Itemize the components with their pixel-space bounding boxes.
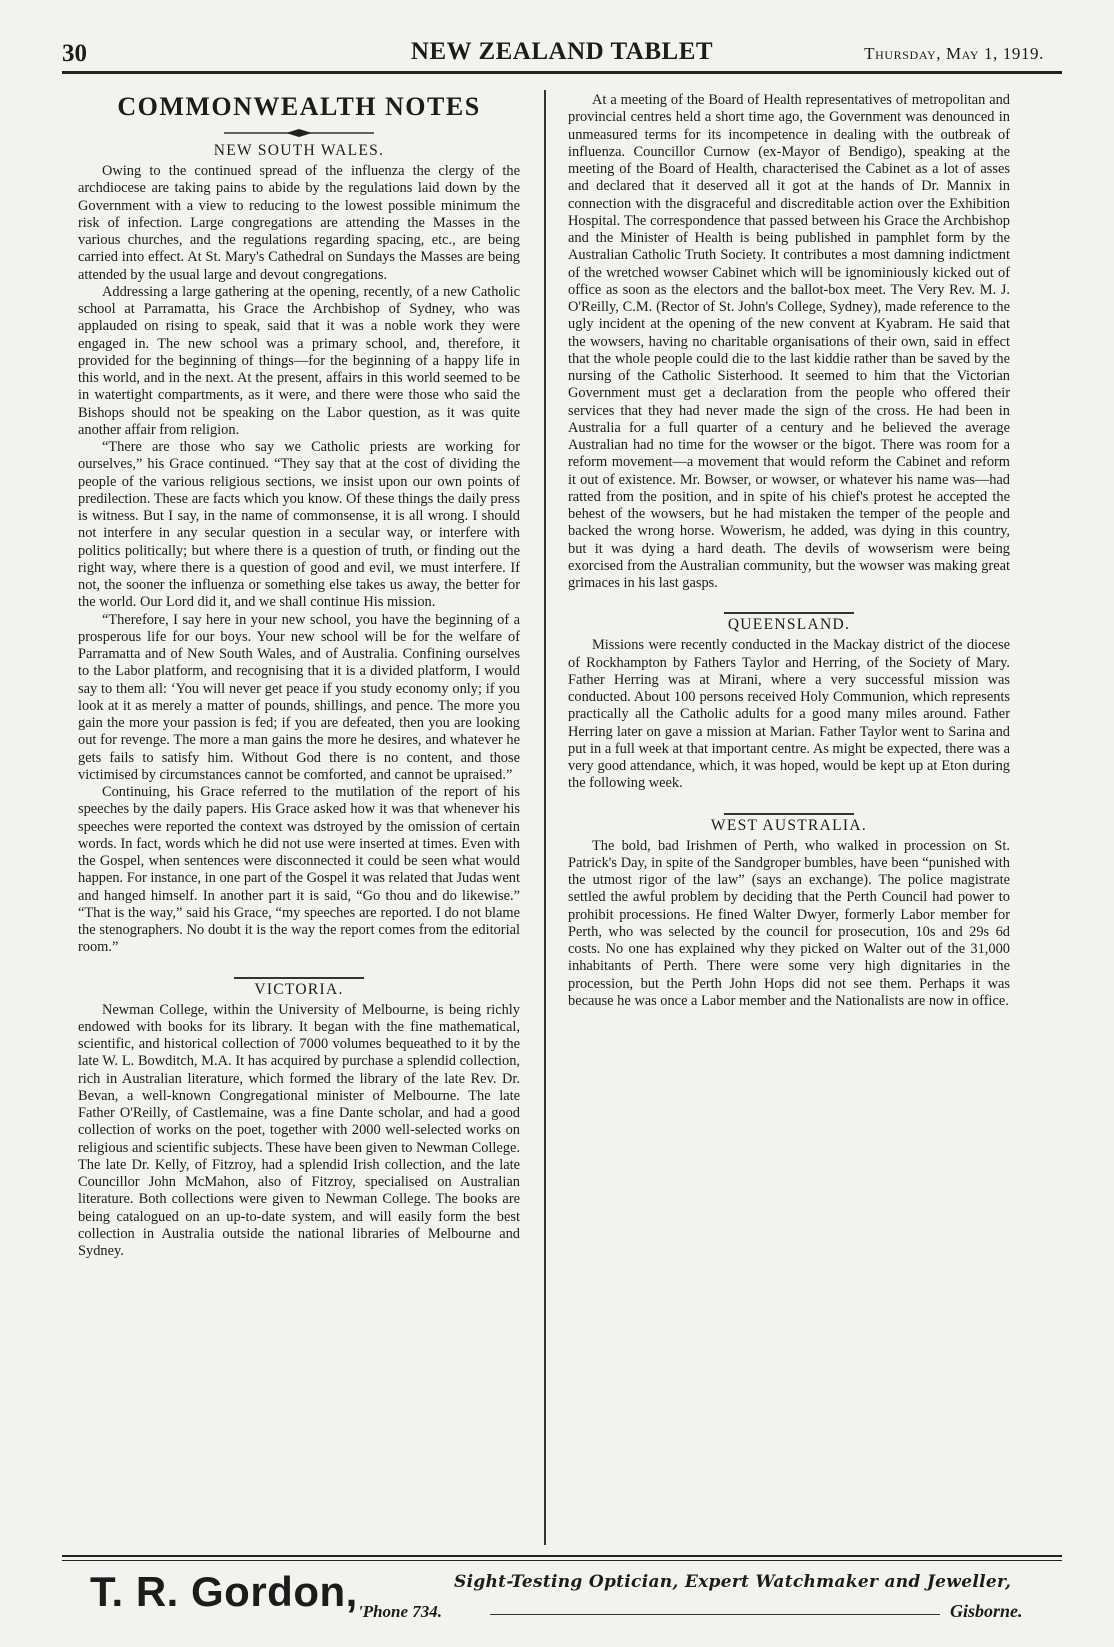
nsw-heading: NEW SOUTH WALES. (213, 142, 385, 159)
section-separator (568, 803, 1010, 811)
queensland-heading: QUEENSLAND. (727, 616, 851, 634)
victoria-paragraph: Newman College, within the University of Melbourne, is being richly endowed with books for its library. It began with the fine mathematical, scientific, and historical collection of 7000 volumes bequeathed to it by the late W. L. Bowditch, M.A. It has acquired by purchase a splendid collection, rich in Australian literature, which formed the library of the late Rev. Dr. Bevan, a well-known Congregational minister of Melbourne. The late Father O'Reilly, of Castlemaine, was a fine Dante scholar, and had a good collection of works on the poet, together with 2000 well-selected works on religious and scientific subjects. These have been given to Newman College. The late Dr. Kelly, of Fitzroy, had a splendid Irish collection, and the late Councillor John McMahon, also of Fitzroy, specialised on Australian literature. Both collections were given to Newman College. The books are being catalogued on an up-to-date system, and will easily form the best collection in Australia outside the national libraries of Melbourne and Sydney. (78, 1001, 520, 1259)
page-header (62, 36, 1062, 70)
advertiser-phone: 'Phone 734. (358, 1602, 443, 1621)
header-rule (62, 71, 1062, 74)
right-column (568, 92, 1010, 1010)
nsw-paragraph: “Therefore, I say here in your new school, you have the beginning of a prosperous life for our boys. Your new school will be for the welfare of Parramatta and of New South Wales, and of Australia. Confining ourselves to the Labor platform, and recognising that it is a divided platform, I would say to them all: ‘You will never get peace if you study economy only; if you look at it as merely a matter of pounds, shillings, and pence. The more you gain the more your passion is fed; if you are defeated, then you are looking out for revenge. The more a man gains the more he desires, and whatever he gets fails to satisfy him. Without God there is no content, and those victimised by circumstances cannot be comforted, and cannot be upraised.” (78, 611, 520, 783)
nsw-paragraph: “There are those who say we Catholic priests are working for ourselves,” his Grace continued. “They say that at the cost of dividing the people of the various religious sections, we insist upon our own points of predilection. These are facts which you know. Of these things the daily press is witness. But I say, in the name of commonsense, it is all wrong. I should not interfere in any secular question in a secular way, or interfere with politics politically; but where there is a question of truth, or finding out the right way, where there is a question of good and evil, we must interfere. If not, the sooner the influenza or something else takes us away, the better for the world. Our Lord did it, and we shall continue His mission. (78, 439, 520, 611)
footer-rule (62, 1560, 1062, 1561)
section-separator (78, 967, 520, 975)
issue-date: Thursday, May 1, 1919. (864, 44, 1044, 63)
section-separator (568, 602, 1010, 610)
nsw-paragraph: Owing to the continued spread of the influenza the clergy of the archdiocese are taking pains to abide by the regulations laid down by the Government with a view to reducing to the lowest possible minimum the risk of infection. Large congregations are attending the Masses in the various churches, and the regulations regarding spacing, etc., are being carried into effect. At St. Mary's Cathedral on Sundays the Masses are being attended by the usual large and devout congregations. (78, 163, 520, 283)
advertiser-town: Gisborne. (950, 1601, 1023, 1621)
nsw-paragraph: Continuing, his Grace referred to the mutilation of the report of his speeches by the daily papers. His Grace asked how it was that whenever his speeches were reported the context was dstroyed by the omission of certain words. In fact, words which he did not use were inserted at times. Even with the Gospel, when sentences were disconnected it could be seen what would happen. For instance, in one part of the Gospel it was related that Judas went and hanged himself. In another part it is said, “Go thou and do likewise.” “That is the way,” said his Grace, “my speeches are reported. I do not blame the stenographers. No doubt it is the way the report comes from the editorial room.” (78, 784, 520, 956)
advertisement (62, 1568, 1062, 1628)
victoria-paragraph: At a meeting of the Board of Health representatives of metropolitan and provincial centres held a short time ago, the Government was denounced in unmeasured terms for its incompetence in dealing with the outbreak of influenza. Councillor Curnow (ex-Mayor of Bendigo), speaking at the meeting of the Board of Health, characterised the Cabinet as a lot of asses and declared that it deserved all it got at the hands of Dr. Mannix in connection with the disgraceful and discreditable action over the Exhibition Hospital. The correspondence that passed between his Grace the Archbishop and the Minister of Health is being published in pamphlet form by the Australian Catholic Truth Society. It contributes a most damning indictment of the wretched wowser Cabinet which will be ignominiously kicked out of office as soon as the electors and the ballot-box meet. The Very Rev. M. J. O'Reilly, C.M. (Rector of St. John's College, Sydney), made reference to the ugly incident at the opening of the new convent at Kyabram. He said that the wowsers, having no charitable organisations of their own, said in effect that the whole people could die to the last kiddie rather than be saved by the nursing of the Catholic Sisterhood. It seemed to him that the Victorian Government must get a declaration from the people who offered their services that they had never made the sign of the cross. He had been in Australia for a full quarter of a century and he believed the average Australian had no time for the wowser or the bigot. There was room for a reform movement—a movement that would reform the Cabinet and reform it out of existence. Mr. Bowser, or wowser, or whatever his name was—had ratted from the position, and in spite of his chief's protest he accepted the behest of the wowsers, but he had mistaken the temper of the people and backed the wrong horse. Wowerism, he added, was dying in this country, but it was dying a hard death. The devils of wowserism were being exorcised from the Australian community, but the wowser was making great grimaces in his last gasps. (568, 92, 1010, 591)
west-australia-heading: WEST AUSTRALIA. (710, 816, 868, 834)
ad-rule (490, 1614, 940, 1615)
footer-rule (62, 1555, 1062, 1557)
masthead: NEW ZEALAND TABLET (410, 38, 714, 65)
victoria-heading: VICTORIA. (254, 980, 344, 998)
queensland-paragraph: Missions were recently conducted in the Mackay district of the diocese of Rockhampton by Fathers Taylor and Herring, of the Society of Mary. Father Herring was at Mirani, where a very successful mission was conducted. About 100 persons received Holy Communion, which represents practically all the Catholic adults for a good many miles around. Father Herring later on gave a mission at Marian. Father Taylor went to Sarina and put in a full week at that important centre. As might be expected, there was a very good attendance, which, it was hoped, would be kept up at Eton during the following week. (568, 637, 1010, 792)
title-ornament (78, 126, 520, 136)
page-number: 30 (62, 40, 87, 67)
west-australia-paragraph: The bold, bad Irishmen of Perth, who walked in procession on St. Patrick's Day, in spite of the Sandgroper bumbles, have been “punished with the utmost rigor of the law” (says an exchange). The police magistrate settled the awful problem by deciding that the Perth Council had power to prohibit processions. He fined Walter Dwyer, formerly Labor member for Perth, who was selected by the council for prosecution, 10s and 29s 6d costs. No one has explained why they picked on Walter out of the 31,000 inhabitants of Perth. There were some very high dignitaries in the procession, but the Perth John Hops did not see them. Perhaps it was because he was once a Labor member and the Nationalists are now in office. (568, 837, 1010, 1009)
column-divider (544, 90, 546, 1545)
nsw-paragraph: Addressing a large gathering at the opening, recently, of a new Catholic school at Parramatta, his Grace the Archbishop of Sydney, who was applauded on rising to speak, said that it was a noble work they were engaged in. The new school was a primary school, and, therefore, it provided for the beginning of things—for the beginning of a happy life in this world, and in the next. At the present, affairs in this world seemed to be in watertight compartments, as it were, and there were those who said the Bishops should not be speaking on the Labor question, as it was quite another affair from religion. (78, 283, 520, 438)
rule-ornament-icon (224, 128, 374, 138)
advertiser-trade: Sight-Testing Optician, Expert Watchmaker and Jeweller, (454, 1572, 1012, 1592)
left-column (78, 92, 520, 1260)
section-title: COMMONWEALTH NOTES (117, 92, 481, 121)
advertiser-name: T. R. Gordon, (90, 1568, 358, 1615)
